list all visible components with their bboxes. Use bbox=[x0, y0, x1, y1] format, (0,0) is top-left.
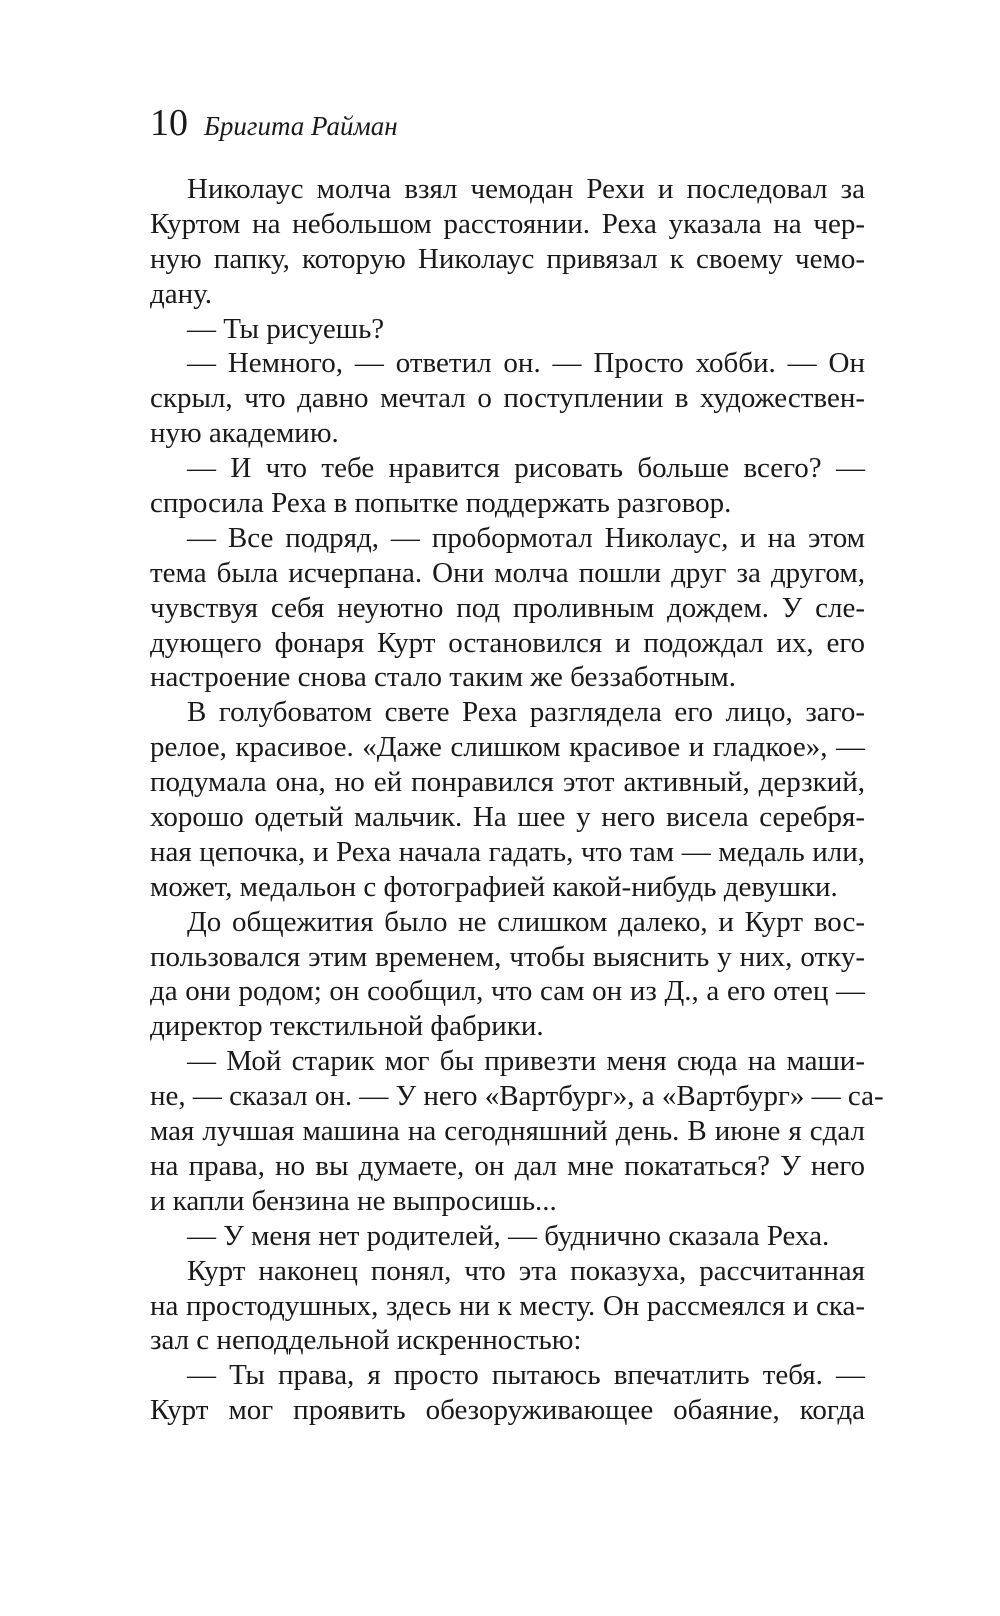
text-line: Куртом на небольшом расстоянии. Реха указала на чер- bbox=[150, 207, 865, 240]
text-line: дану. bbox=[150, 277, 212, 310]
text-line: В голубоватом свете Реха разглядела его лицо, заго- bbox=[187, 696, 865, 729]
paragraph bbox=[150, 172, 865, 312]
text-line: зал с неподдельной искренностью: bbox=[150, 1324, 582, 1357]
text-line: мая лучшая машина на сегодняшний день. В июне я сдал bbox=[150, 1115, 865, 1148]
body-text bbox=[150, 172, 884, 1428]
text-line: на права, но вы думаете, он дал мне покататься? У него bbox=[150, 1149, 865, 1182]
text-line: и капли бензина не выпросишь... bbox=[150, 1184, 557, 1217]
page-number: 10 bbox=[150, 102, 188, 144]
text-line: хорошо одетый мальчик. На шее у него висела серебря- bbox=[150, 801, 865, 834]
text-line: — И что тебе нравится рисовать больше всего? — bbox=[187, 452, 865, 485]
text-line: — У меня нет родителей, — буднично сказала Реха. bbox=[187, 1219, 830, 1252]
text-line: — Все подряд, — пробормотал Николаус, и на этом bbox=[187, 521, 865, 554]
text-line: не, — сказал он. — У него «Вартбург», а «Вартбург» — са- bbox=[150, 1080, 884, 1113]
text-line: релое, красивое. «Даже слишком красивое и гладкое», — bbox=[150, 731, 865, 764]
text-line: чувствуя себя неуютно под проливным дождем. У сле- bbox=[150, 591, 865, 624]
text-line: Николаус молча взял чемодан Рехи и последовал за bbox=[187, 173, 865, 205]
text-line: ная цепочка, и Реха начала гадать, что там — медаль или, bbox=[150, 835, 865, 868]
paragraph bbox=[150, 905, 865, 1045]
text-line: настроение снова стало таким же беззаботным. bbox=[150, 661, 737, 694]
text-line: — Ты рисуешь? bbox=[187, 312, 385, 345]
paragraph bbox=[150, 312, 865, 347]
text-line: может, медальон с фотографией какой-нибудь девушки. bbox=[150, 870, 838, 903]
text-line: ную академию. bbox=[150, 417, 339, 450]
text-line: директор текстильной фабрики. bbox=[150, 1010, 544, 1043]
text-line: — Ты права, я просто пытаюсь впечатлить тебя. — bbox=[187, 1359, 865, 1392]
text-line: Курт мог проявить обезоруживающее обаяние, когда bbox=[150, 1394, 865, 1427]
text-line: дующего фонаря Курт остановился и подождал их, его bbox=[150, 626, 865, 659]
paragraph bbox=[150, 1254, 865, 1359]
text-line: ную папку, которую Николаус привязал к своему чемо- bbox=[150, 242, 865, 275]
text-line: скрыл, что давно мечтал о поступлении в художествен- bbox=[150, 382, 865, 415]
paragraph bbox=[150, 695, 865, 904]
running-head bbox=[150, 100, 398, 150]
text-line: да они родом; он сообщил, что сам он из Д., а его отец — bbox=[150, 975, 865, 1008]
paragraph bbox=[150, 451, 865, 521]
text-line: тема была исчерпана. Они молча пошли друг за другом, bbox=[150, 556, 865, 589]
text-line: подумала она, но ей понравился этот активный, дерзкий, bbox=[150, 766, 865, 799]
paragraph bbox=[150, 1219, 865, 1254]
paragraph bbox=[150, 1358, 865, 1428]
paragraph bbox=[150, 521, 865, 695]
text-line: — Мой старик мог бы привезти меня сюда на маши- bbox=[187, 1045, 865, 1078]
paragraph bbox=[150, 346, 865, 451]
paragraph bbox=[150, 1044, 884, 1218]
text-line: пользовался этим временем, чтобы выяснить у них, отку- bbox=[150, 940, 865, 973]
text-line: — Немного, — ответил он. — Просто хобби. — Он bbox=[187, 347, 865, 380]
text-line: Курт наконец понял, что эта показуха, рассчитанная bbox=[187, 1254, 865, 1287]
text-line: на простодушных, здесь ни к месту. Он рассмеялся и ска- bbox=[150, 1289, 865, 1322]
running-title: Бригита Райман bbox=[204, 111, 398, 141]
text-line: До общежития было не слишком далеко, и Курт вос- bbox=[187, 905, 865, 938]
text-line: спросила Реха в попытке поддержать разговор. bbox=[150, 487, 732, 520]
